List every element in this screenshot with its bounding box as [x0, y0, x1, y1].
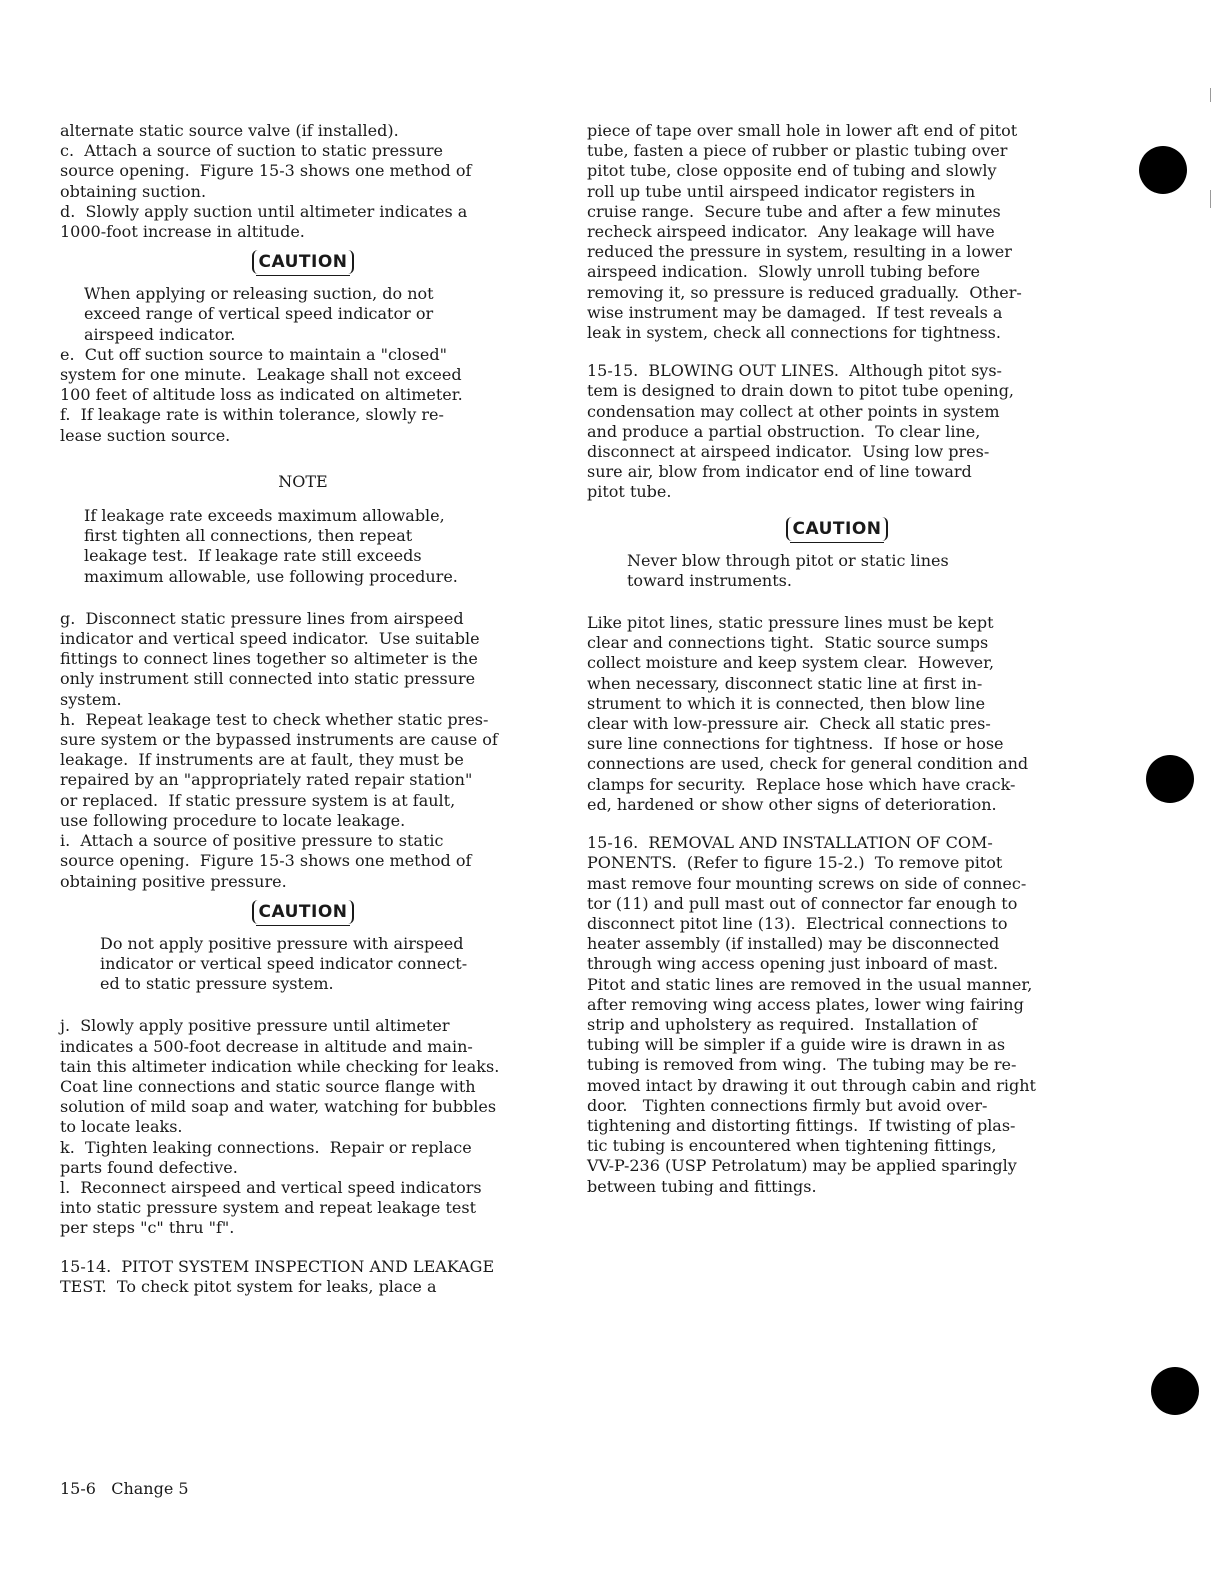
step-i: [60, 831, 546, 892]
text-line: leak in system, check all connections for tightness.: [587, 323, 1001, 343]
text-line: reduced the pressure in system, resulting in a lower: [587, 242, 1012, 262]
text-line: leakage test. If leakage rate still exceeds: [84, 546, 422, 566]
text-line: after removing wing access plates, lower wing fairing: [587, 994, 1024, 1014]
caution-banner: [60, 250, 546, 274]
text-line: i. Attach a source of positive pressure to static: [60, 831, 444, 851]
text-line: through wing access opening just inboard of mast.: [587, 954, 999, 974]
text-line: Do not apply positive pressure with airspeed: [100, 933, 464, 953]
text-line: h. Repeat leakage test to check whether static pres-: [60, 709, 489, 729]
text-line: tic tubing is encountered when tightening fittings,: [587, 1136, 997, 1156]
text-line: l. Reconnect airspeed and vertical speed indicators: [60, 1177, 482, 1197]
text-line: TEST. To check pitot system for leaks, place a: [60, 1276, 437, 1296]
section-15-16: [587, 833, 1087, 1197]
text-line: solution of mild soap and water, watching for bubbles: [60, 1097, 497, 1117]
text-line: strument to which it is connected, then blow line: [587, 693, 986, 713]
text-line: g. Disconnect static pressure lines from airspeed: [60, 608, 464, 628]
edge-mark: [1210, 190, 1211, 208]
text-line: d. Slowly apply suction until altimeter indicates a: [60, 201, 468, 221]
text-line: when necessary, disconnect static line at first in-: [587, 673, 983, 693]
text-line: connections are used, check for general condition and: [587, 754, 1029, 774]
text-line: condensation may collect at other points in system: [587, 401, 1000, 421]
text-line: Like pitot lines, static pressure lines must be kept: [587, 613, 994, 633]
text-line: mast remove four mounting screws on side of connec-: [587, 873, 1027, 893]
text-line: wise instrument may be damaged. If test reveals a: [587, 302, 1003, 322]
left-column: [60, 121, 546, 1297]
text-line: source opening. Figure 15-3 shows one method of: [60, 851, 472, 871]
text-line: 15-14. PITOT SYSTEM INSPECTION AND LEAKAGE: [60, 1256, 495, 1276]
step-c: [60, 141, 546, 202]
text-line: or replaced. If static pressure system is at fault,: [60, 790, 456, 810]
caution-text: [587, 551, 1087, 591]
text-line: use following procedure to locate leakage.: [60, 810, 406, 830]
text-line: 100 feet of altitude loss as indicated on altimeter.: [60, 385, 463, 405]
text-line: f. If leakage rate is within tolerance, slowly re-: [60, 405, 444, 425]
text-line: heater assembly (if installed) may be disconnected: [587, 934, 1000, 954]
text-line: strip and upholstery as required. Installation of: [587, 1014, 978, 1034]
text-line: disconnect at airspeed indicator. Using low pres-: [587, 442, 990, 462]
text-line: per steps "c" thru "f".: [60, 1218, 235, 1238]
right-column: [587, 121, 1087, 1197]
text-line: When applying or releasing suction, do not: [84, 284, 434, 304]
text-line: ed, hardened or show other signs of deterioration.: [587, 794, 997, 814]
text-line: pitot tube.: [587, 482, 672, 502]
spacer: [587, 815, 1087, 833]
text-line: obtaining positive pressure.: [60, 871, 287, 891]
text-line: airspeed indicator.: [84, 324, 236, 344]
binder-hole-mark: [1146, 755, 1194, 803]
text-line: clear and connections tight. Static source sumps: [587, 633, 989, 653]
text-line: PONENTS. (Refer to figure 15-2.) To remove pitot: [587, 853, 1003, 873]
text-line: and produce a partial obstruction. To clear line,: [587, 421, 981, 441]
text-line: 15-16. REMOVAL AND INSTALLATION OF COM-: [587, 833, 993, 853]
text-line: first tighten all connections, then repeat: [84, 526, 413, 546]
text-line: clear with low-pressure air. Check all static pres-: [587, 714, 991, 734]
binder-hole-mark: [1151, 1367, 1199, 1415]
text-line: to locate leaks.: [60, 1117, 183, 1137]
text-line: Coat line connections and static source flange with: [60, 1076, 476, 1096]
step-j: [60, 1016, 546, 1137]
step-l: [60, 1178, 546, 1239]
caution-label: CAUTION: [786, 517, 887, 541]
step-h: [60, 710, 546, 831]
text-line: into static pressure system and repeat leakage test: [60, 1198, 476, 1218]
text-line: tube, fasten a piece of rubber or plastic tubing over: [587, 141, 1008, 161]
text-line: 15-15. BLOWING OUT LINES. Although pitot sys-: [587, 361, 1002, 381]
text-line: repaired by an "appropriately rated repair station": [60, 770, 473, 790]
spacer: [60, 1239, 546, 1257]
step-e: [60, 345, 546, 406]
text-line: indicates a 500-foot decrease in altitude and main-: [60, 1036, 473, 1056]
text-line: maximum allowable, use following procedure.: [84, 566, 458, 586]
text-line: only instrument still connected into static pressure: [60, 669, 476, 689]
text-line: c. Attach a source of suction to static pressure: [60, 141, 443, 161]
text-line: tem is designed to drain down to pitot tube opening,: [587, 381, 1015, 401]
text-line: lease suction source.: [60, 425, 231, 445]
text-line: tor (11) and pull mast out of connector far enough to: [587, 893, 1018, 913]
text-line: sure line connections for tightness. If hose or hose: [587, 734, 1004, 754]
text-line: indicator and vertical speed indicator. Use suitable: [60, 629, 480, 649]
text-line: tubing will be simpler if a guide wire is drawn in as: [587, 1035, 1006, 1055]
text-line: k. Tighten leaking connections. Repair or replace: [60, 1137, 472, 1157]
text-line: door. Tighten connections firmly but avoid over-: [587, 1095, 988, 1115]
caution-banner: [60, 900, 546, 924]
text-line: exceed range of vertical speed indicator or: [84, 304, 434, 324]
text-line: obtaining suction.: [60, 181, 207, 201]
text-line: roll up tube until airspeed indicator registers in: [587, 181, 976, 201]
note-heading: NOTE: [278, 471, 328, 491]
text-line: j. Slowly apply positive pressure until altimeter: [60, 1016, 450, 1036]
paragraph: [587, 121, 1087, 343]
text-line: pitot tube, close opposite end of tubing and slowly: [587, 161, 997, 181]
text-line: source opening. Figure 15-3 shows one method of: [60, 161, 472, 181]
caution-text: [60, 934, 546, 995]
text-line: parts found defective.: [60, 1157, 238, 1177]
text-line: If leakage rate exceeds maximum allowable,: [84, 506, 445, 526]
step-g: [60, 609, 546, 710]
caution-label: CAUTION: [252, 900, 353, 924]
text-line: cruise range. Secure tube and after a few minutes: [587, 201, 1001, 221]
section-15-14: [60, 1257, 546, 1297]
text-line: disconnect pitot line (13). Electrical connections to: [587, 913, 1008, 933]
binder-hole-mark: [1139, 146, 1187, 194]
step-d: [60, 202, 546, 242]
text-line: toward instruments.: [627, 570, 792, 590]
step-k: [60, 1138, 546, 1178]
spacer: [587, 343, 1087, 361]
text-line: fittings to connect lines together so altimeter is the: [60, 649, 478, 669]
text-line: recheck airspeed indicator. Any leakage will have: [587, 222, 995, 242]
spacer: [587, 591, 1087, 613]
caution-text: [60, 284, 546, 345]
text-line: 1000-foot increase in altitude.: [60, 222, 305, 242]
text-line: tain this altimeter indication while checking for leaks.: [60, 1056, 500, 1076]
paragraph: [60, 121, 546, 141]
text-line: leakage. If instruments are at fault, they must be: [60, 750, 464, 770]
text-line: alternate static source valve (if installed).: [60, 121, 399, 140]
note-text: [60, 506, 546, 587]
text-line: between tubing and fittings.: [587, 1176, 817, 1196]
text-line: indicator or vertical speed indicator connect-: [100, 953, 468, 973]
page-footer: 15-6 Change 5: [60, 1479, 189, 1498]
spacer: [60, 446, 546, 464]
text-line: piece of tape over small hole in lower aft end of pitot: [587, 121, 1018, 140]
caution-banner: [587, 517, 1087, 541]
text-line: Pitot and static lines are removed in the usual manner,: [587, 974, 1033, 994]
text-line: system for one minute. Leakage shall not exceed: [60, 365, 462, 385]
edge-mark: [1210, 88, 1211, 102]
text-line: tightening and distorting fittings. If twisting of plas-: [587, 1115, 1016, 1135]
spacer: [60, 587, 546, 609]
step-f: [60, 405, 546, 445]
text-line: moved intact by drawing it out through cabin and right: [587, 1075, 1036, 1095]
section-15-15: [587, 361, 1087, 502]
text-line: tubing is removed from wing. The tubing may be re-: [587, 1055, 1017, 1075]
text-line: ed to static pressure system.: [100, 974, 334, 994]
text-line: sure air, blow from indicator end of line toward: [587, 462, 972, 482]
text-line: e. Cut off suction source to maintain a "closed": [60, 344, 447, 364]
spacer: [60, 994, 546, 1016]
caution-label: CAUTION: [252, 250, 353, 274]
text-line: clamps for security. Replace hose which have crack-: [587, 774, 1016, 794]
text-line: collect moisture and keep system clear. However,: [587, 653, 995, 673]
text-line: Never blow through pitot or static lines: [627, 550, 949, 570]
text-line: system.: [60, 689, 122, 709]
text-line: removing it, so pressure is reduced gradually. Other-: [587, 282, 1022, 302]
paragraph: [587, 613, 1087, 815]
text-line: airspeed indication. Slowly unroll tubing before: [587, 262, 981, 282]
text-line: sure system or the bypassed instruments are cause of: [60, 730, 498, 750]
text-line: VV-P-236 (USP Petrolatum) may be applied sparingly: [587, 1156, 1017, 1176]
